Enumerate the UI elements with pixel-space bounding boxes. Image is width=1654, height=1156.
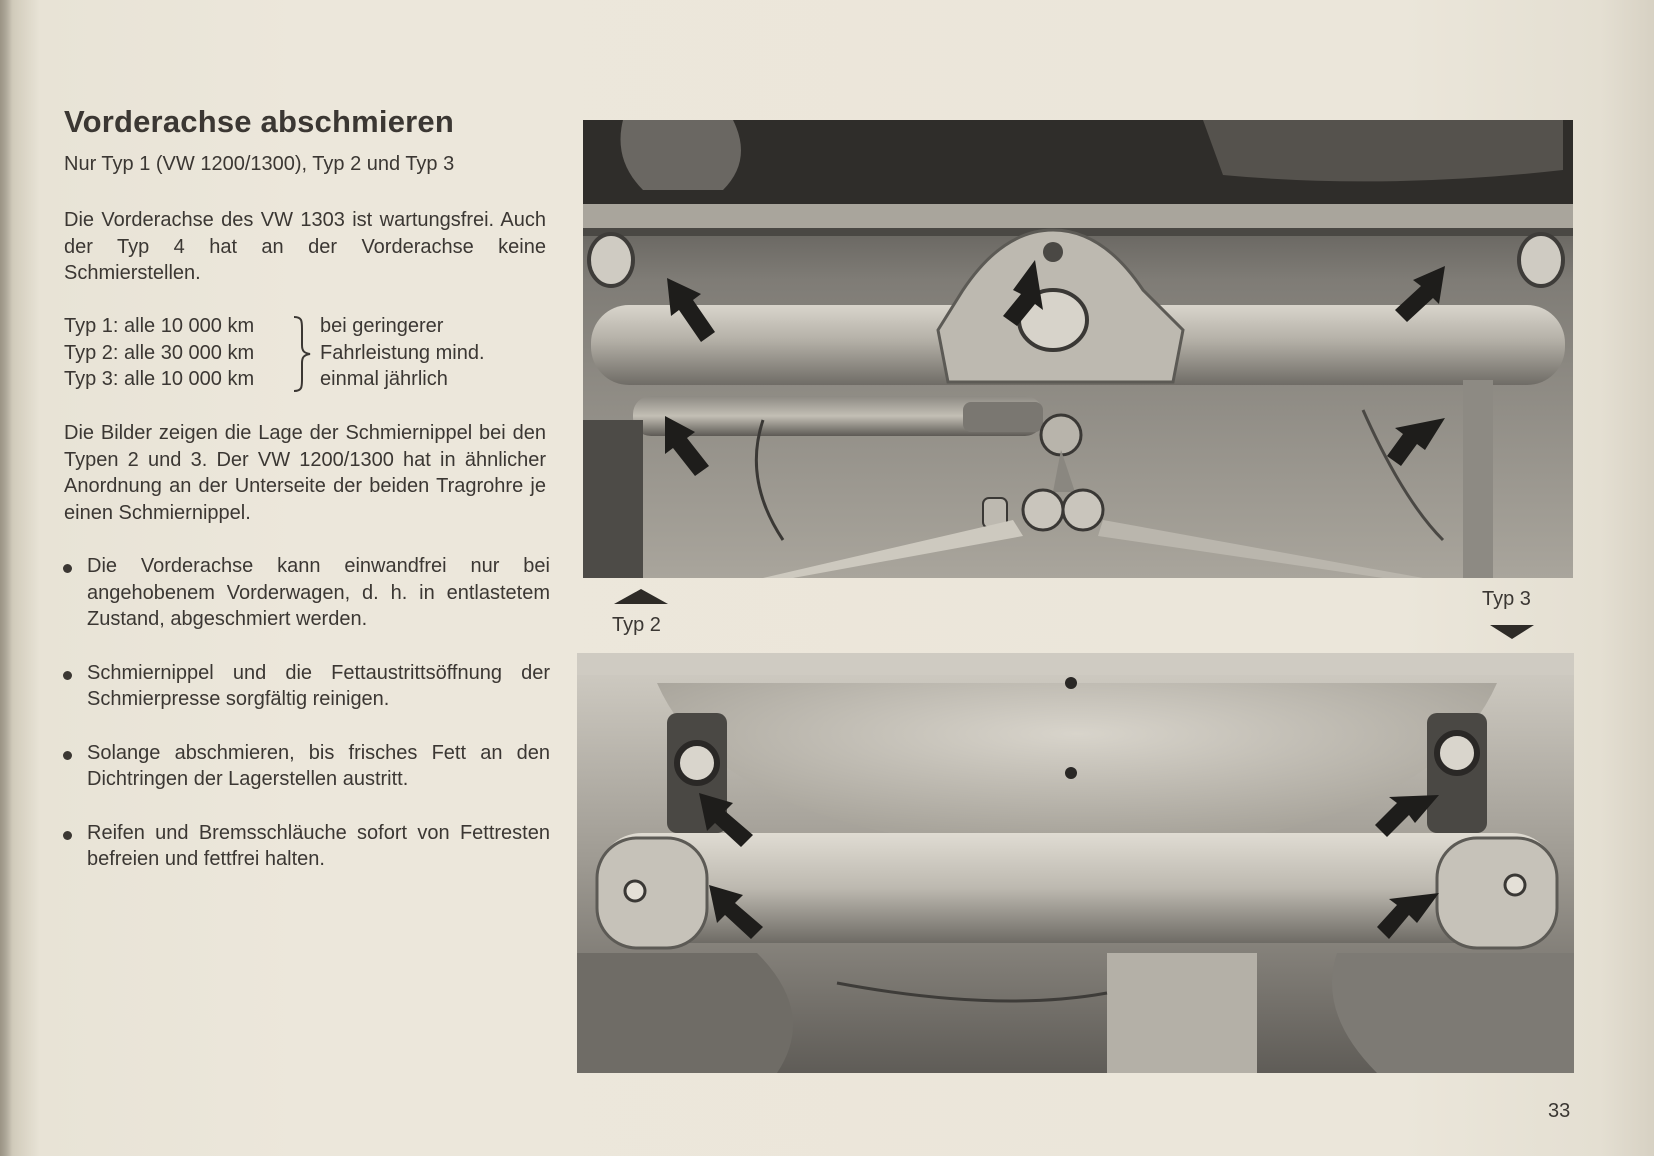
bullet-icon bbox=[63, 831, 72, 840]
caption-typ2: Typ 2 bbox=[612, 614, 661, 636]
bullet-icon bbox=[63, 564, 72, 573]
instruction-text: Solange abschmieren, bis frisches Fett an den Dichtringen der Lagerstellen austritt. bbox=[87, 741, 550, 790]
interval-rows bbox=[64, 313, 294, 393]
instruction-item bbox=[60, 553, 550, 633]
instruction-text: Schmiernippel und die Fettaustrittsöffnung der Schmierpresse sorgfältig reinigen. bbox=[87, 661, 550, 710]
interval-row: Typ 3: alle 10 000 km bbox=[64, 368, 255, 390]
bullet-icon bbox=[63, 751, 72, 760]
photo-typ2-illustration bbox=[583, 120, 1573, 578]
bullet-icon bbox=[63, 671, 72, 680]
section-subheading: Nur Typ 1 (VW 1200/1300), Typ 2 und Typ 3 bbox=[64, 153, 455, 175]
instruction-text: Die Vorderachse kann einwandfrei nur bei angehobenem Vorderwagen, d. h. in entlastetem Zustand, abgeschmiert werden. bbox=[87, 555, 550, 630]
interval-note-line: Fahrleistung mind. bbox=[320, 341, 485, 364]
intro-paragraph: Die Vorderachse des VW 1303 ist wartungsfrei. Auch der Typ 4 hat an der Vorderachse keine Schmierstellen. bbox=[64, 209, 546, 284]
page-binding-shadow bbox=[0, 0, 12, 1156]
instruction-item bbox=[60, 660, 550, 713]
instruction-list bbox=[60, 553, 550, 900]
pictures-paragraph: Die Bilder zeigen die Lage der Schmiernippel bei den Typen 2 und 3. Der VW 1200/1300 hat in ähnlicher Anordnung an der Unterseite der beiden Tragrohre je einen Schmiernippel. bbox=[64, 422, 546, 524]
photo-typ3-front-axle bbox=[577, 653, 1574, 1073]
photo-typ3-illustration bbox=[577, 653, 1574, 1073]
caption-typ3: Typ 3 bbox=[1482, 588, 1531, 610]
interval-row: Typ 1: alle 10 000 km bbox=[64, 315, 255, 337]
interval-note-line: einmal jährlich bbox=[320, 368, 448, 390]
section-heading: Vorderachse abschmieren bbox=[64, 104, 454, 139]
interval-row: Typ 2: alle 30 000 km bbox=[64, 341, 255, 364]
instruction-item bbox=[60, 820, 550, 873]
photo-typ2-front-axle bbox=[583, 120, 1573, 578]
triangle-up-icon bbox=[614, 589, 668, 604]
instruction-item bbox=[60, 740, 550, 793]
interval-note-line: bei geringerer bbox=[320, 315, 444, 337]
page-number: 33 bbox=[1548, 1100, 1571, 1122]
curly-brace-icon bbox=[290, 315, 314, 393]
interval-note bbox=[320, 313, 560, 393]
triangle-down-icon bbox=[1490, 625, 1534, 639]
instruction-text: Reifen und Bremsschläuche sofort von Fettresten befreien und fettfrei halten. bbox=[87, 821, 550, 870]
